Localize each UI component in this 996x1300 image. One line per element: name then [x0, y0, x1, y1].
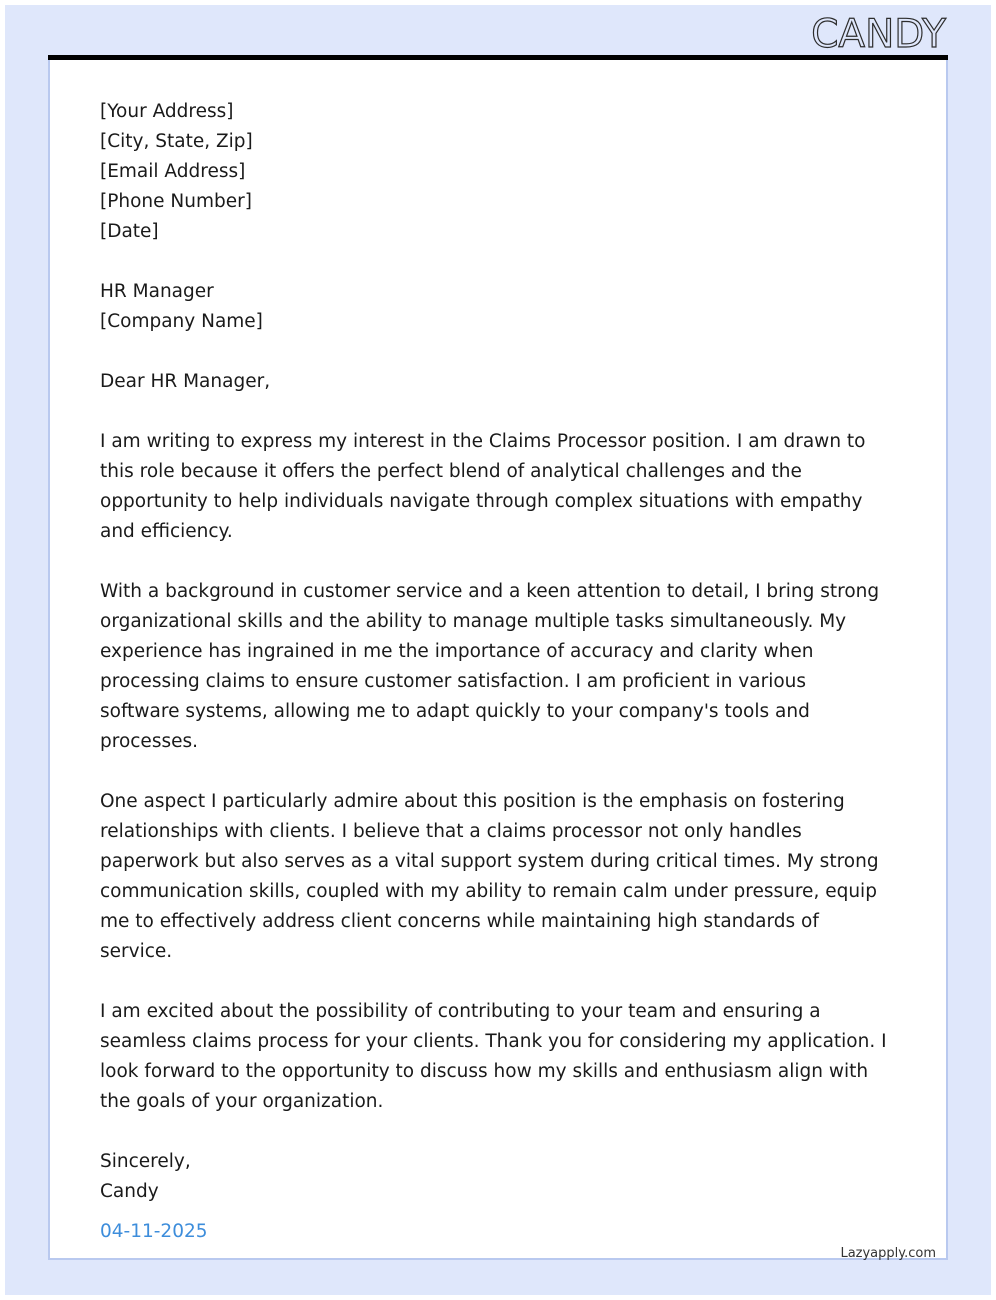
spacer: [100, 247, 890, 277]
recipient-block: [100, 277, 890, 337]
salutation: Dear HR Manager,: [100, 371, 271, 392]
cover-letter: [100, 97, 890, 1247]
body-paragraph: With a background in customer service and a keen attention to detail, I bring strong organizational skills and the ability to manage multiple tasks simultaneously. My experience has ingrained in me the importance of accuracy and clarity when processing claims to ensure customer satisfaction. I am proficient in various software systems, allowing me to adapt quickly to your company's tools and processes.: [100, 581, 880, 752]
spacer: [100, 337, 890, 367]
spacer: [100, 397, 890, 427]
sender-date: [Date]: [100, 221, 159, 242]
body-paragraph: I am writing to express my interest in the Claims Processor position. I am drawn to this role because it offers the perfect blend of analytical challenges and the opportunity to help individuals navigate through complex situations with empathy and efficiency.: [100, 431, 866, 542]
signed-date: 04-11-2025: [100, 1221, 208, 1242]
recipient-company: [Company Name]: [100, 311, 263, 332]
sender-address: [Your Address]: [100, 101, 234, 122]
body-paragraph: I am excited about the possibility of contributing to your team and ensuring a seamless claims process for your clients. Thank you for considering my application. I look forward to the opportunity to discuss how my skills and enthusiasm align with the goals of your organization.: [100, 1001, 887, 1112]
spacer: [100, 967, 890, 997]
body-paragraph: One aspect I particularly admire about this position is the emphasis on fostering relationships with clients. I believe that a claims processor not only handles paperwork but also serves as a vital support system during critical times. My strong communication skills, coupled with my ability to remain calm under pressure, equip me to effectively address client concerns while maintaining high standards of service.: [100, 791, 879, 962]
footer-watermark: Lazyapply.com: [840, 1246, 936, 1261]
sender-phone: [Phone Number]: [100, 191, 252, 212]
sender-email: [Email Address]: [100, 161, 246, 182]
sender-block: [100, 97, 890, 247]
spacer: [100, 1117, 890, 1147]
closing: Sincerely,: [100, 1151, 191, 1172]
recipient-title: HR Manager: [100, 281, 214, 302]
brand-name: CANDY: [811, 12, 946, 57]
spacer: [100, 757, 890, 787]
signature: Candy: [100, 1181, 159, 1202]
sender-city-state-zip: [City, State, Zip]: [100, 131, 253, 152]
spacer: [100, 547, 890, 577]
